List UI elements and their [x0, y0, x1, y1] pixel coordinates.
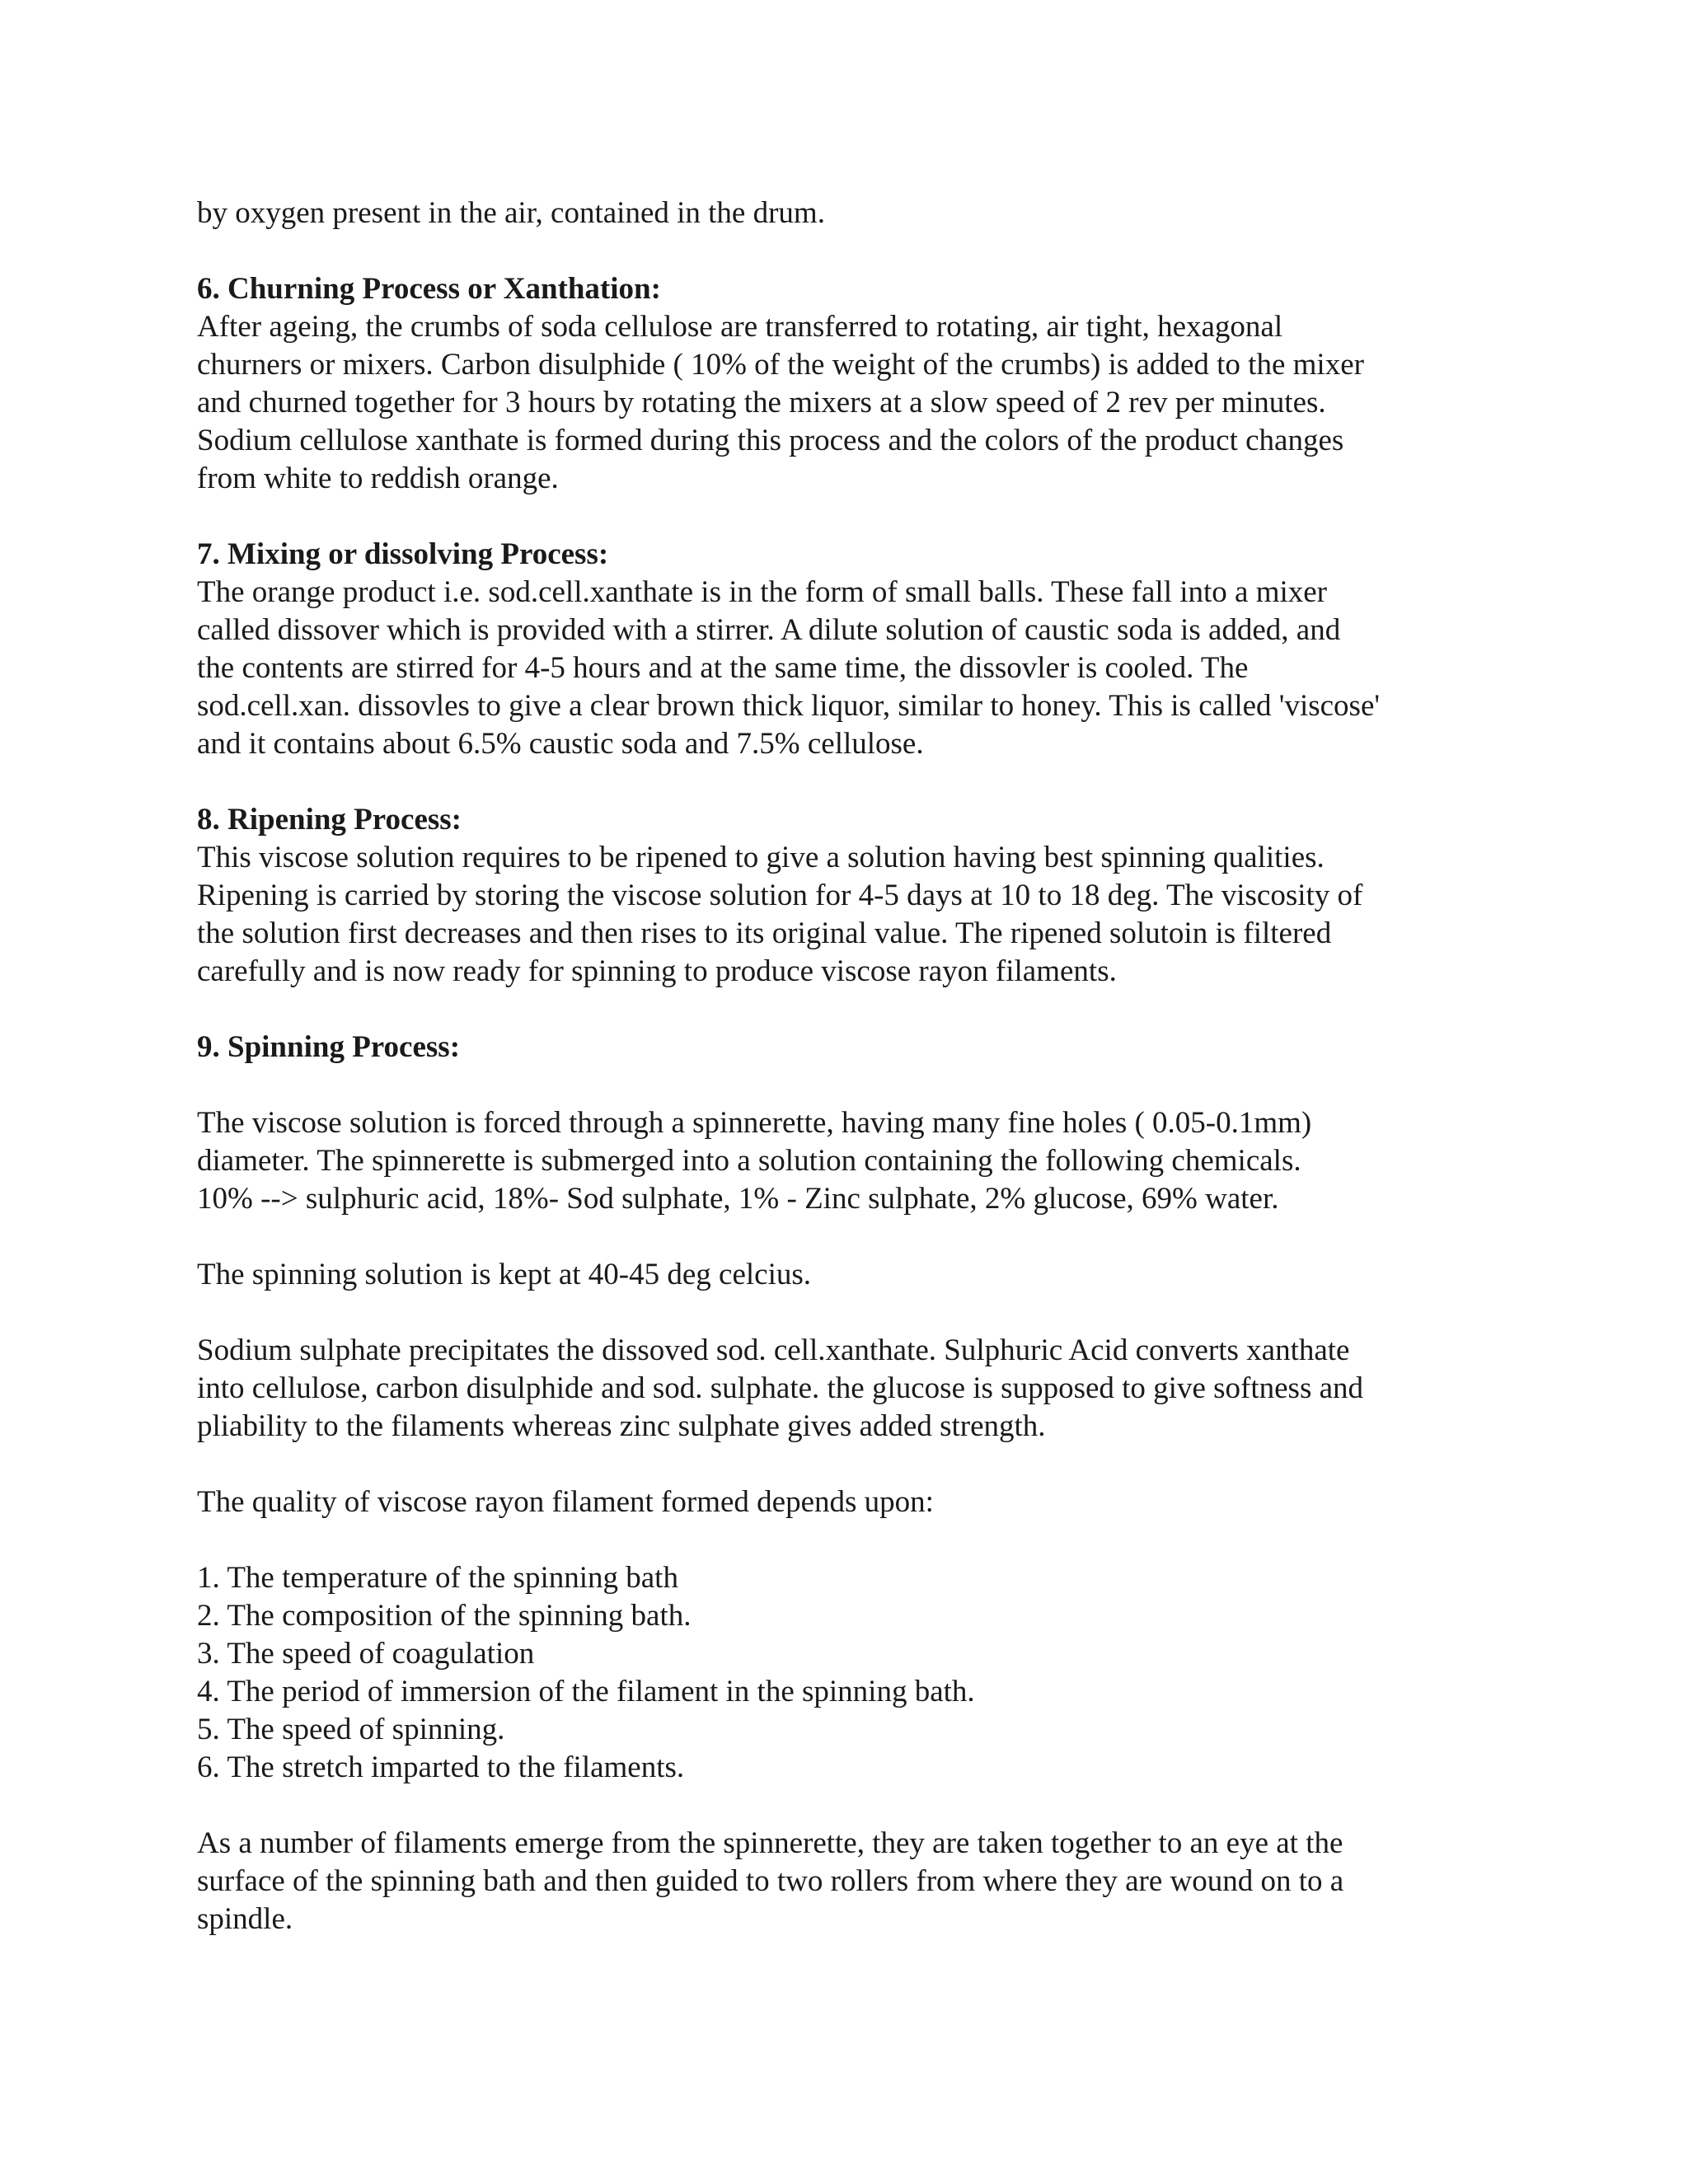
paragraph-line: diameter. The spinnerette is submerged into a solution containing the following chemicals. — [197, 1144, 1301, 1178]
spacer — [197, 1787, 1499, 1825]
spacer — [197, 1066, 1499, 1104]
paragraph-line: The quality of viscose rayon filament formed depends upon: — [197, 1485, 934, 1519]
paragraph-line: carefully and is now ready for spinning to produce viscose rayon filaments. — [197, 954, 1117, 988]
paragraph-line: The spinning solution is kept at 40-45 deg celcius. — [197, 1258, 812, 1291]
paragraph-line: the contents are stirred for 4-5 hours and at the same time, the dissovler is cooled. The — [197, 651, 1249, 685]
section-heading-spinning: 9. Spinning Process: — [197, 1030, 461, 1064]
paragraph-line: sod.cell.xan. dissovles to give a clear brown thick liquor, similar to honey. This is called 'viscose' — [197, 689, 1381, 723]
paragraph-line: As a number of filaments emerge from the spinnerette, they are taken together to an eye at the — [197, 1826, 1343, 1860]
spacer — [197, 1446, 1499, 1483]
list-item: 6. The stretch imparted to the filaments. — [197, 1750, 685, 1784]
paragraph-line: This viscose solution requires to be ripened to give a solution having best spinning qualities. — [197, 841, 1325, 874]
spacer — [197, 1521, 1499, 1559]
section-heading-mixing: 7. Mixing or dissolving Process: — [197, 537, 609, 571]
document-page — [197, 194, 1499, 1938]
paragraph-line: Sodium cellulose xanthate is formed during this process and the colors of the product changes — [197, 424, 1344, 457]
list-item: 2. The composition of the spinning bath. — [197, 1599, 692, 1633]
list-item: 3. The speed of coagulation — [197, 1637, 535, 1671]
list-item: 5. The speed of spinning. — [197, 1713, 505, 1746]
paragraph-line: into cellulose, carbon disulphide and sod. sulphate. the glucose is supposed to give softness and — [197, 1371, 1364, 1405]
section-heading-churning: 6. Churning Process or Xanthation: — [197, 272, 661, 306]
paragraph-line: 10% --> sulphuric acid, 18%- Sod sulphate, 1% - Zinc sulphate, 2% glucose, 69% water. — [197, 1182, 1279, 1216]
paragraph-line: and churned together for 3 hours by rotating the mixers at a slow speed of 2 rev per minutes. — [197, 386, 1326, 419]
paragraph-line: Sodium sulphate precipitates the dissoved sod. cell.xanthate. Sulphuric Acid converts xanthate — [197, 1333, 1350, 1367]
spacer — [197, 232, 1499, 270]
spacer — [197, 763, 1499, 801]
paragraph-line: Ripening is carried by storing the viscose solution for 4-5 days at 10 to 18 deg. The viscosity of — [197, 879, 1363, 912]
paragraph-line: pliability to the filaments whereas zinc sulphate gives added strength. — [197, 1409, 1046, 1443]
paragraph-line: churners or mixers. Carbon disulphide ( 10% of the weight of the crumbs) is added to the mixer — [197, 348, 1364, 382]
paragraph-line: from white to reddish orange. — [197, 462, 559, 495]
paragraph-line: and it contains about 6.5% caustic soda and 7.5% cellulose. — [197, 727, 924, 761]
paragraph-line: called dissover which is provided with a stirrer. A dilute solution of caustic soda is added, and — [197, 613, 1341, 647]
spacer — [197, 991, 1499, 1029]
paragraph-line: The viscose solution is forced through a spinnerette, having many fine holes ( 0.05-0.1mm) — [197, 1106, 1312, 1140]
paragraph-line: spindle. — [197, 1902, 293, 1936]
list-item: 1. The temperature of the spinning bath — [197, 1561, 678, 1595]
spacer — [197, 1294, 1499, 1332]
spacer — [197, 498, 1499, 536]
section-heading-ripening: 8. Ripening Process: — [197, 803, 462, 837]
list-item: 4. The period of immersion of the filament in the spinning bath. — [197, 1675, 975, 1708]
paragraph-line: The orange product i.e. sod.cell.xanthate is in the form of small balls. These fall into a mixer — [197, 575, 1328, 609]
paragraph-line: surface of the spinning bath and then guided to two rollers from where they are wound on to a — [197, 1864, 1344, 1898]
paragraph-line: After ageing, the crumbs of soda cellulose are transferred to rotating, air tight, hexagonal — [197, 310, 1283, 344]
intro-line: by oxygen present in the air, contained in the drum. — [197, 196, 825, 230]
spacer — [197, 1218, 1499, 1256]
paragraph-line: the solution first decreases and then rises to its original value. The ripened solutoin is filtered — [197, 916, 1332, 950]
